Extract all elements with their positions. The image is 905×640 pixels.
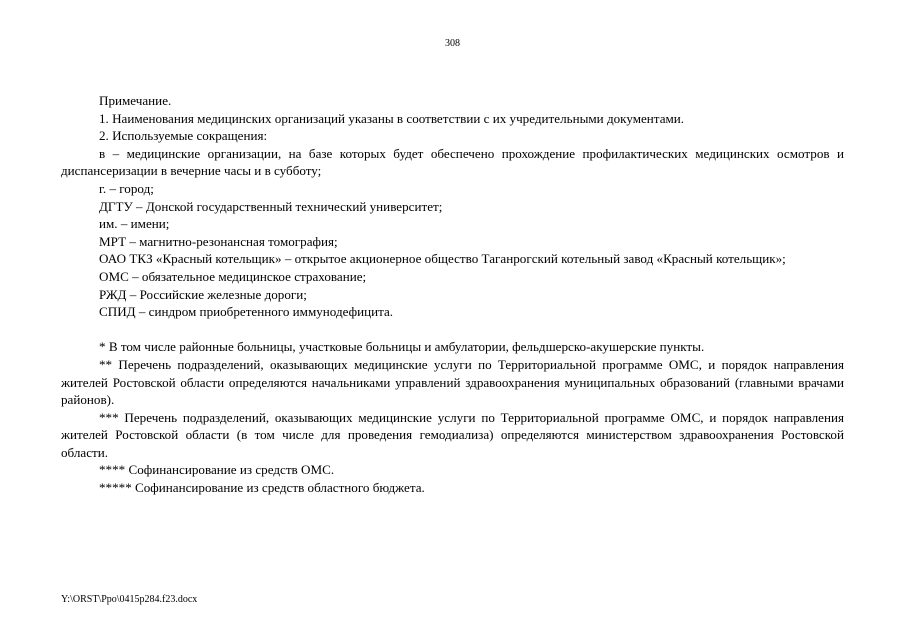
note-item: 1. Наименования медицинских организаций указаны в соответствии с их учредительными документами. <box>99 110 685 126</box>
document-body <box>61 92 844 497</box>
note-heading: Примечание. <box>99 93 172 108</box>
page-number: 308 <box>445 38 460 49</box>
abbreviation-item: МРТ – магнитно-резонансная томография; <box>99 233 338 249</box>
footnote-item: ** Перечень подразделений, оказывающих медицинские услуги по Территориальной программе ОМС, и порядок направления жителей Ростовской области определяются начальниками управлений здравоохранения муниципальных образований (главными врачами районов). <box>61 356 844 408</box>
abbreviation-item: РЖД – Российские железные дороги; <box>99 286 307 302</box>
footnote-item: **** Софинансирование из средств ОМС. <box>99 462 335 478</box>
file-path-footer: Y:\ORST\Ppo\0415p284.f23.docx <box>61 594 198 605</box>
note-item: 2. Используемые сокращения: <box>99 128 268 144</box>
footnote-item: ***** Софинансирование из средств областного бюджета. <box>99 480 425 496</box>
footnote-item: * В том числе районные больницы, участковые больницы и амбулатории, фельдшерско-акушерские пункты. <box>99 339 705 355</box>
abbreviation-item: г. – город; <box>99 180 154 196</box>
footnote-item: *** Перечень подразделений, оказывающих медицинские услуги по Территориальной программе ОМС, и порядок направления жителей Ростовской области (в том числе для проведения гемодиализа) определяются министерством здравоохранения Ростовской области. <box>61 409 844 460</box>
abbreviation-item: ДГТУ – Донской государственный технический университет; <box>99 198 443 214</box>
paragraph-gap <box>61 321 844 339</box>
abbreviation-item: ОАО ТКЗ «Красный котельщик» – открытое акционерное общество Таганрогский котельный завод «Красный котельщик»; <box>99 251 786 267</box>
abbreviation-item: им. – имени; <box>99 216 170 232</box>
abbreviation-item: СПИД – синдром приобретенного иммунодефицита. <box>99 304 394 320</box>
abbreviation-item: ОМС – обязательное медицинское страхование; <box>99 268 367 284</box>
abbreviation-item: в – медицинские организации, на базе которых будет обеспечено прохождение профилактических медицинских осмотров и диспансеризации в вечерние часы и в субботу; <box>61 145 844 179</box>
